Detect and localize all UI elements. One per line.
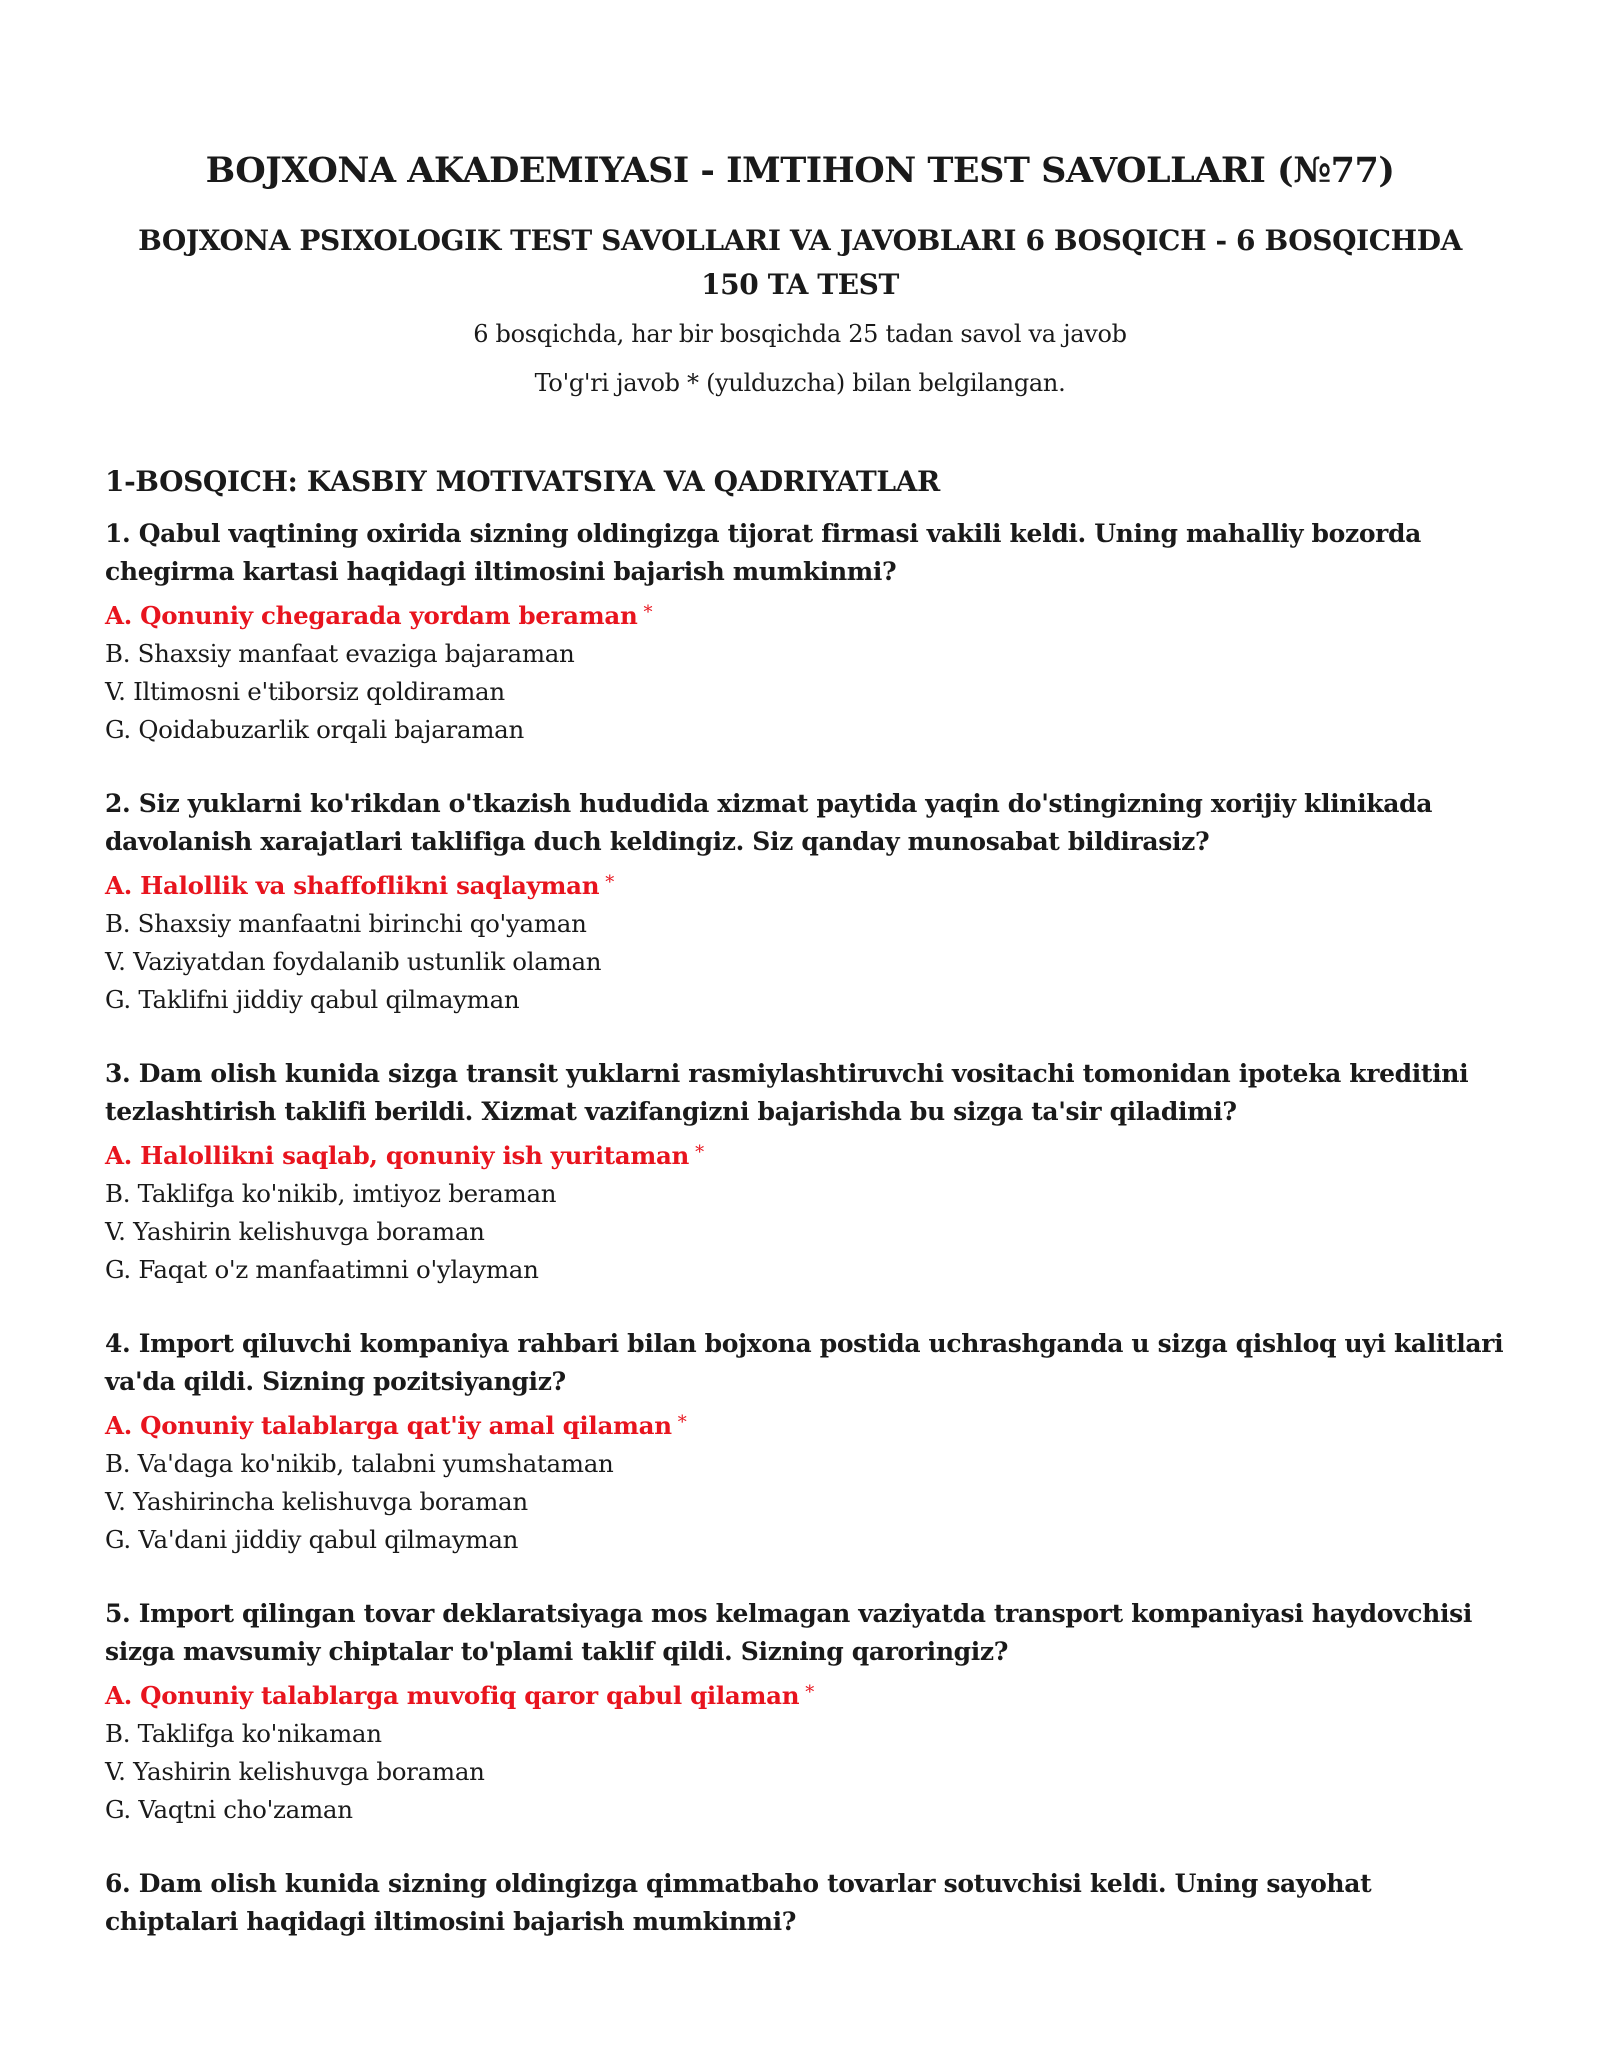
correct-answer-text: A. Halollikni saqlab, qonuniy ish yuritaman: [105, 1141, 690, 1170]
answer-option-g: G. Vaqtni cho'zaman: [105, 1795, 353, 1824]
section-title: 1-BOSQICH: KASBIY MOTIVATSIYA VA QADRIYATLAR: [105, 465, 940, 498]
star-marker: *: [805, 1682, 814, 1703]
question-text: 3. Dam olish kunida sizga transit yuklarni rasmiylashtiruvchi vositachi tomonidan ipoteka kreditini tezlashtirish taklifi berildi. Xizmat vazifangizni bajarishda bu sizga ta'sir qiladimi?: [105, 1059, 1469, 1126]
answer-option-b: B. Taklifga ko'nikib, imtiyoz beraman: [105, 1179, 557, 1208]
star-marker: *: [677, 1412, 687, 1433]
correct-answer-text: A. Qonuniy talablarga qat'iy amal qilaman: [105, 1411, 672, 1440]
document-subtitle: BOJXONA PSIXOLOGIK TEST SAVOLLARI VA JAVOBLARI 6 BOSQICH - 6 BOSQICHDA 150 TA TEST: [138, 224, 1462, 301]
answer-option-v: V. Yashirin kelishuvga boraman: [105, 1757, 485, 1786]
question-1: [105, 515, 1505, 749]
correct-answer: [105, 864, 1505, 905]
correct-answer-text: A. Qonuniy chegarada yordam beraman: [105, 601, 638, 630]
answer-option-g: G. Qoidabuzarlik orqali bajaraman: [105, 715, 524, 744]
answer-option-b: B. Shaxsiy manfaatni birinchi qo'yaman: [105, 909, 587, 938]
answer-option-v: V. Vaziyatdan foydalanib ustunlik olaman: [105, 947, 602, 976]
correct-answer-text: A. Qonuniy talablarga muvofiq qaror qabul qilaman: [105, 1681, 800, 1710]
answer-option-v: V. Iltimosni e'tiborsiz qoldiraman: [105, 677, 505, 706]
question-text: 2. Siz yuklarni ko'rikdan o'tkazish hududida xizmat paytida yaqin do'stingizning xorijiy klinikada davolanish xarajatlari taklifiga duch keldingiz. Siz qanday munosabat bildirasiz?: [105, 789, 1433, 856]
question-3: [105, 1055, 1505, 1289]
correct-answer: [105, 1404, 1505, 1445]
correct-answer: [105, 1674, 1505, 1715]
answer-option-v: V. Yashirin kelishuvga boraman: [105, 1217, 485, 1246]
star-marker: *: [643, 602, 653, 623]
intro-line-stages: 6 bosqichda, har bir bosqichda 25 tadan savol va javob: [473, 320, 1127, 348]
answer-option-g: G. Taklifni jiddiy qabul qilmayman: [105, 985, 520, 1014]
intro-line-legend: To'g'ri javob * (yulduzcha) bilan belgilangan.: [534, 369, 1066, 397]
question-6: [105, 1865, 1505, 1941]
question-text: 4. Import qiluvchi kompaniya rahbari bilan bojxona postida uchrashganda u sizga qishloq uyi kalitlari va'da qildi. Sizning pozitsiyangiz?: [105, 1329, 1504, 1396]
answer-option-g: G. Va'dani jiddiy qabul qilmayman: [105, 1525, 519, 1554]
correct-answer-text: A. Halollik va shaffoflikni saqlayman: [105, 871, 600, 900]
star-marker: *: [695, 1142, 704, 1163]
answer-option-v: V. Yashirincha kelishuvga boraman: [105, 1487, 528, 1516]
answer-option-b: B. Va'daga ko'nikib, talabni yumshataman: [105, 1449, 614, 1478]
question-5: [105, 1595, 1505, 1829]
correct-answer: [105, 594, 1505, 635]
question-text: 5. Import qilingan tovar deklaratsiyaga mos kelmagan vaziyatda transport kompaniyasi haydovchisi sizga mavsumiy chiptalar to'plami taklif qildi. Sizning qaroringiz?: [105, 1599, 1472, 1666]
question-4: [105, 1325, 1505, 1559]
answer-option-b: B. Taklifga ko'nikaman: [105, 1719, 382, 1748]
question-text: 6. Dam olish kunida sizning oldingizga qimmatbaho tovarlar sotuvchisi keldi. Uning sayohat chiptalari haqidagi iltimosini bajarish mumkinmi?: [105, 1869, 1372, 1936]
answer-option-b: B. Shaxsiy manfaat evaziga bajaraman: [105, 639, 575, 668]
star-marker: *: [605, 872, 614, 893]
correct-answer: [105, 1134, 1505, 1175]
document-title: BOJXONA AKADEMIYASI - IMTIHON TEST SAVOLLARI (№77): [205, 150, 1395, 191]
question-text: 1. Qabul vaqtining oxirida sizning oldingizga tijorat firmasi vakili keldi. Uning mahalliy bozorda chegirma kartasi haqidagi iltimosini bajarish mumkinmi?: [105, 519, 1421, 586]
answer-option-g: G. Faqat o'z manfaatimni o'ylayman: [105, 1255, 539, 1284]
question-2: [105, 785, 1505, 1019]
